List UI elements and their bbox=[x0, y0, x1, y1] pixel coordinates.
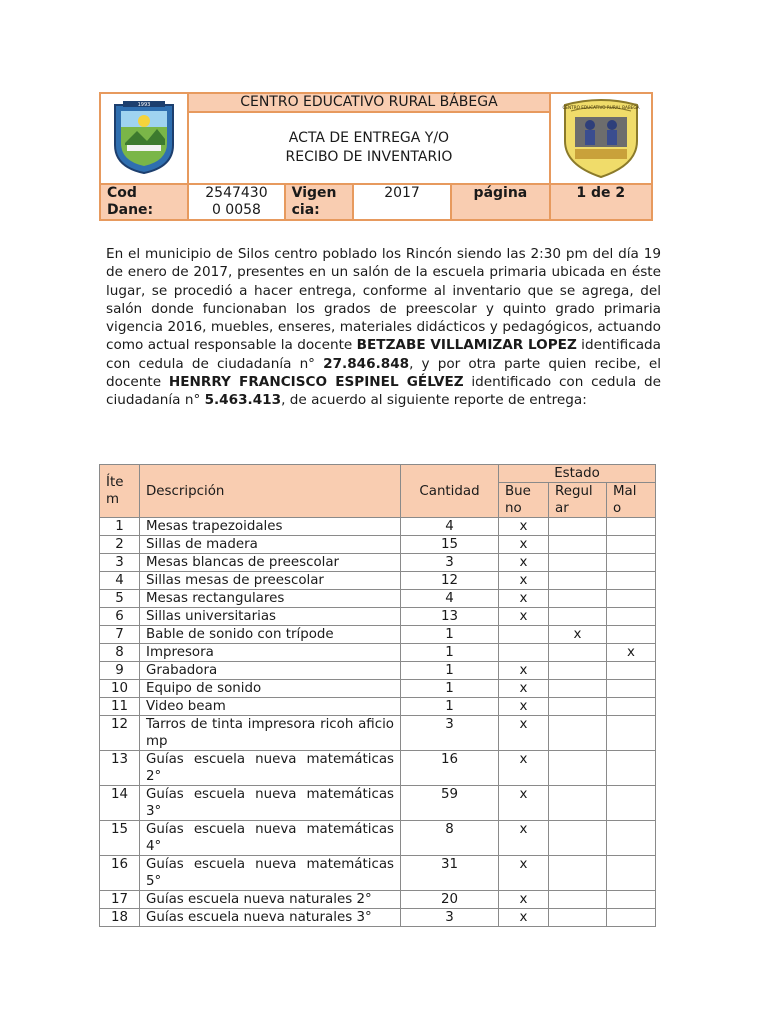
item-number: 15 bbox=[100, 821, 140, 856]
intro-text-2: identificada con cedula de ciudadanía n° bbox=[106, 337, 661, 372]
estado-bueno-mark: x bbox=[499, 518, 549, 536]
header-table bbox=[99, 92, 653, 221]
estado-regular-mark bbox=[549, 608, 607, 626]
intro-text-3: , y por otra parte quien recibe, el docente bbox=[106, 355, 661, 391]
item-number: 14 bbox=[100, 786, 140, 821]
right-logo-cell bbox=[550, 93, 652, 184]
item-description: Mesas rectangulares bbox=[140, 590, 401, 608]
table-row bbox=[100, 662, 656, 680]
estado-bueno-mark: x bbox=[499, 786, 549, 821]
estado-regular-mark bbox=[549, 572, 607, 590]
estado-regular-mark: x bbox=[549, 626, 607, 644]
table-row bbox=[100, 909, 656, 927]
estado-malo-mark bbox=[607, 590, 656, 608]
estado-bueno-mark: x bbox=[499, 680, 549, 698]
item-quantity: 3 bbox=[401, 909, 499, 927]
table-row bbox=[100, 680, 656, 698]
item-description: Mesas trapezoidales bbox=[140, 518, 401, 536]
item-description: Guías escuela nueva naturales 2° bbox=[140, 891, 401, 909]
item-quantity: 13 bbox=[401, 608, 499, 626]
item-quantity: 4 bbox=[401, 518, 499, 536]
estado-bueno-mark bbox=[499, 644, 549, 662]
estado-regular-mark bbox=[549, 662, 607, 680]
item-description: Sillas de madera bbox=[140, 536, 401, 554]
intro-text-5: , de acuerdo al siguiente reporte de entrega: bbox=[281, 392, 587, 409]
item-quantity: 3 bbox=[401, 716, 499, 751]
header-estado: Estado bbox=[499, 465, 656, 483]
estado-malo-mark bbox=[607, 680, 656, 698]
receiver-name: HENRRY FRANCISCO ESPINEL GÉLVEZ bbox=[168, 374, 464, 391]
estado-malo-mark bbox=[607, 518, 656, 536]
estado-bueno-mark: x bbox=[499, 751, 549, 786]
table-row bbox=[100, 590, 656, 608]
municipal-shield-logo bbox=[105, 97, 183, 177]
item-number: 17 bbox=[100, 891, 140, 909]
vigencia-label-text: Vigencia: bbox=[291, 185, 337, 218]
item-number: 3 bbox=[100, 554, 140, 572]
item-quantity: 20 bbox=[401, 891, 499, 909]
item-quantity: 16 bbox=[401, 751, 499, 786]
intro-text-1: En el municipio de Silos centro poblado los Rincón siendo las 2:30 pm del día 19 de enero de 2017, presentes en un salón de la escuela primaria ubicada en éste lugar, se procedió a hacer entrega, conforme al inventario que se agrega, del salón donde funcionaban los grados de preescolar y quinto grado primaria vigencia 2016, muebles, enseres, materiales didácticos y pedagógicos, actuando como actual responsable la docente bbox=[106, 246, 661, 354]
header-malo-text: Malo bbox=[613, 484, 637, 516]
item-description: Equipo de sonido bbox=[140, 680, 401, 698]
table-row bbox=[100, 856, 656, 891]
item-number: 6 bbox=[100, 608, 140, 626]
item-description: Grabadora bbox=[140, 662, 401, 680]
estado-regular-mark bbox=[549, 590, 607, 608]
item-description: Sillas mesas de preescolar bbox=[140, 572, 401, 590]
estado-malo-mark bbox=[607, 572, 656, 590]
item-number: 11 bbox=[100, 698, 140, 716]
pagina-label: página bbox=[451, 184, 549, 220]
estado-regular-mark bbox=[549, 891, 607, 909]
item-number: 5 bbox=[100, 590, 140, 608]
estado-bueno-mark: x bbox=[499, 891, 549, 909]
cod-dane-value bbox=[188, 184, 284, 220]
table-row bbox=[100, 626, 656, 644]
item-description: Guías escuela nueva matemáticas 5° bbox=[140, 856, 401, 891]
estado-regular-mark bbox=[549, 536, 607, 554]
header-bueno bbox=[499, 483, 549, 518]
header-regular-text: Regular bbox=[555, 484, 593, 516]
estado-malo-mark bbox=[607, 909, 656, 927]
item-number: 18 bbox=[100, 909, 140, 927]
table-row bbox=[100, 698, 656, 716]
item-number: 2 bbox=[100, 536, 140, 554]
school-crest-logo bbox=[557, 95, 645, 179]
item-quantity: 1 bbox=[401, 644, 499, 662]
estado-regular-mark bbox=[549, 751, 607, 786]
item-quantity: 1 bbox=[401, 662, 499, 680]
item-description: Impresora bbox=[140, 644, 401, 662]
inventory-body bbox=[100, 518, 656, 927]
vigencia-label bbox=[285, 184, 353, 220]
vigencia-value: 2017 bbox=[353, 184, 451, 220]
table-row bbox=[100, 821, 656, 856]
document-title-cell bbox=[188, 112, 549, 184]
right-logo-text: CENTRO EDUCATIVO RURAL BABEGA bbox=[562, 104, 640, 110]
intro-text-4: identificado con cedula de ciudadanía n° bbox=[106, 374, 661, 409]
estado-regular-mark bbox=[549, 856, 607, 891]
item-number: 12 bbox=[100, 716, 140, 751]
item-quantity: 15 bbox=[401, 536, 499, 554]
estado-bueno-mark: x bbox=[499, 554, 549, 572]
header-descripcion: Descripción bbox=[140, 465, 401, 518]
item-description: Video beam bbox=[140, 698, 401, 716]
item-number: 7 bbox=[100, 626, 140, 644]
estado-malo-mark bbox=[607, 698, 656, 716]
estado-malo-mark bbox=[607, 821, 656, 856]
table-row bbox=[100, 786, 656, 821]
estado-regular-mark bbox=[549, 554, 607, 572]
table-row bbox=[100, 891, 656, 909]
cod-dane-text: 25474300 0058 bbox=[205, 185, 268, 218]
estado-bueno-mark: x bbox=[499, 572, 549, 590]
estado-regular-mark bbox=[549, 698, 607, 716]
pagina-value: 1 de 2 bbox=[550, 184, 652, 220]
item-quantity: 1 bbox=[401, 680, 499, 698]
item-quantity: 8 bbox=[401, 821, 499, 856]
table-row bbox=[100, 536, 656, 554]
item-number: 10 bbox=[100, 680, 140, 698]
estado-regular-mark bbox=[549, 821, 607, 856]
item-quantity: 1 bbox=[401, 698, 499, 716]
estado-bueno-mark: x bbox=[499, 909, 549, 927]
table-row bbox=[100, 608, 656, 626]
estado-regular-mark bbox=[549, 680, 607, 698]
estado-bueno-mark: x bbox=[499, 536, 549, 554]
left-logo-text: 1993 bbox=[137, 101, 151, 108]
estado-bueno-mark: x bbox=[499, 716, 549, 751]
estado-regular-mark bbox=[549, 786, 607, 821]
deliverer-name: BETZABE VILLAMIZAR LOPEZ bbox=[356, 337, 577, 354]
estado-malo-mark bbox=[607, 626, 656, 644]
item-description: Guías escuela nueva matemáticas 4° bbox=[140, 821, 401, 856]
header-bueno-text: Bueno bbox=[505, 484, 531, 516]
estado-bueno-mark: x bbox=[499, 698, 549, 716]
item-quantity: 1 bbox=[401, 626, 499, 644]
intro-paragraph bbox=[106, 245, 661, 410]
left-logo-cell bbox=[100, 93, 188, 184]
table-row bbox=[100, 716, 656, 751]
item-description: Mesas blancas de preescolar bbox=[140, 554, 401, 572]
estado-regular-mark bbox=[549, 909, 607, 927]
document-title: ACTA DE ENTREGA Y/O RECIBO DE INVENTARIO bbox=[285, 130, 453, 165]
receiver-id: 5.463.413 bbox=[204, 392, 282, 409]
item-description: Guías escuela nueva matemáticas 3° bbox=[140, 786, 401, 821]
estado-bueno-mark: x bbox=[499, 608, 549, 626]
cod-dane-label: Cod Dane: bbox=[100, 184, 188, 220]
inventory-table bbox=[99, 464, 656, 927]
item-quantity: 31 bbox=[401, 856, 499, 891]
item-number: 13 bbox=[100, 751, 140, 786]
item-number: 9 bbox=[100, 662, 140, 680]
item-quantity: 59 bbox=[401, 786, 499, 821]
item-description: Sillas universitarias bbox=[140, 608, 401, 626]
header-item-text: Ítem bbox=[106, 475, 124, 507]
school-name: CENTRO EDUCATIVO RURAL BÁBEGA bbox=[188, 93, 549, 112]
table-row bbox=[100, 554, 656, 572]
estado-regular-mark bbox=[549, 716, 607, 751]
item-description: Guías escuela nueva matemáticas 2° bbox=[140, 751, 401, 786]
item-number: 1 bbox=[100, 518, 140, 536]
estado-malo-mark bbox=[607, 536, 656, 554]
item-description: Guías escuela nueva naturales 3° bbox=[140, 909, 401, 927]
estado-malo-mark bbox=[607, 751, 656, 786]
item-number: 8 bbox=[100, 644, 140, 662]
table-row bbox=[100, 518, 656, 536]
estado-malo-mark: x bbox=[607, 644, 656, 662]
deliverer-id: 27.846.848 bbox=[323, 355, 410, 372]
estado-regular-mark bbox=[549, 644, 607, 662]
table-row bbox=[100, 644, 656, 662]
estado-malo-mark bbox=[607, 662, 656, 680]
estado-malo-mark bbox=[607, 716, 656, 751]
item-description: Tarros de tinta impresora ricoh aficio mp bbox=[140, 716, 401, 751]
estado-bueno-mark: x bbox=[499, 856, 549, 891]
table-row bbox=[100, 572, 656, 590]
estado-malo-mark bbox=[607, 786, 656, 821]
estado-malo-mark bbox=[607, 856, 656, 891]
estado-malo-mark bbox=[607, 608, 656, 626]
estado-regular-mark bbox=[549, 518, 607, 536]
header-cantidad: Cantidad bbox=[401, 465, 499, 518]
header-regular bbox=[549, 483, 607, 518]
item-number: 4 bbox=[100, 572, 140, 590]
estado-malo-mark bbox=[607, 554, 656, 572]
estado-bueno-mark: x bbox=[499, 662, 549, 680]
item-description: Bable de sonido con trípode bbox=[140, 626, 401, 644]
estado-malo-mark bbox=[607, 891, 656, 909]
item-quantity: 12 bbox=[401, 572, 499, 590]
table-row bbox=[100, 751, 656, 786]
item-number: 16 bbox=[100, 856, 140, 891]
header-malo bbox=[607, 483, 656, 518]
item-quantity: 4 bbox=[401, 590, 499, 608]
header-item bbox=[100, 465, 140, 518]
estado-bueno-mark: x bbox=[499, 821, 549, 856]
item-quantity: 3 bbox=[401, 554, 499, 572]
estado-bueno-mark bbox=[499, 626, 549, 644]
estado-bueno-mark: x bbox=[499, 590, 549, 608]
